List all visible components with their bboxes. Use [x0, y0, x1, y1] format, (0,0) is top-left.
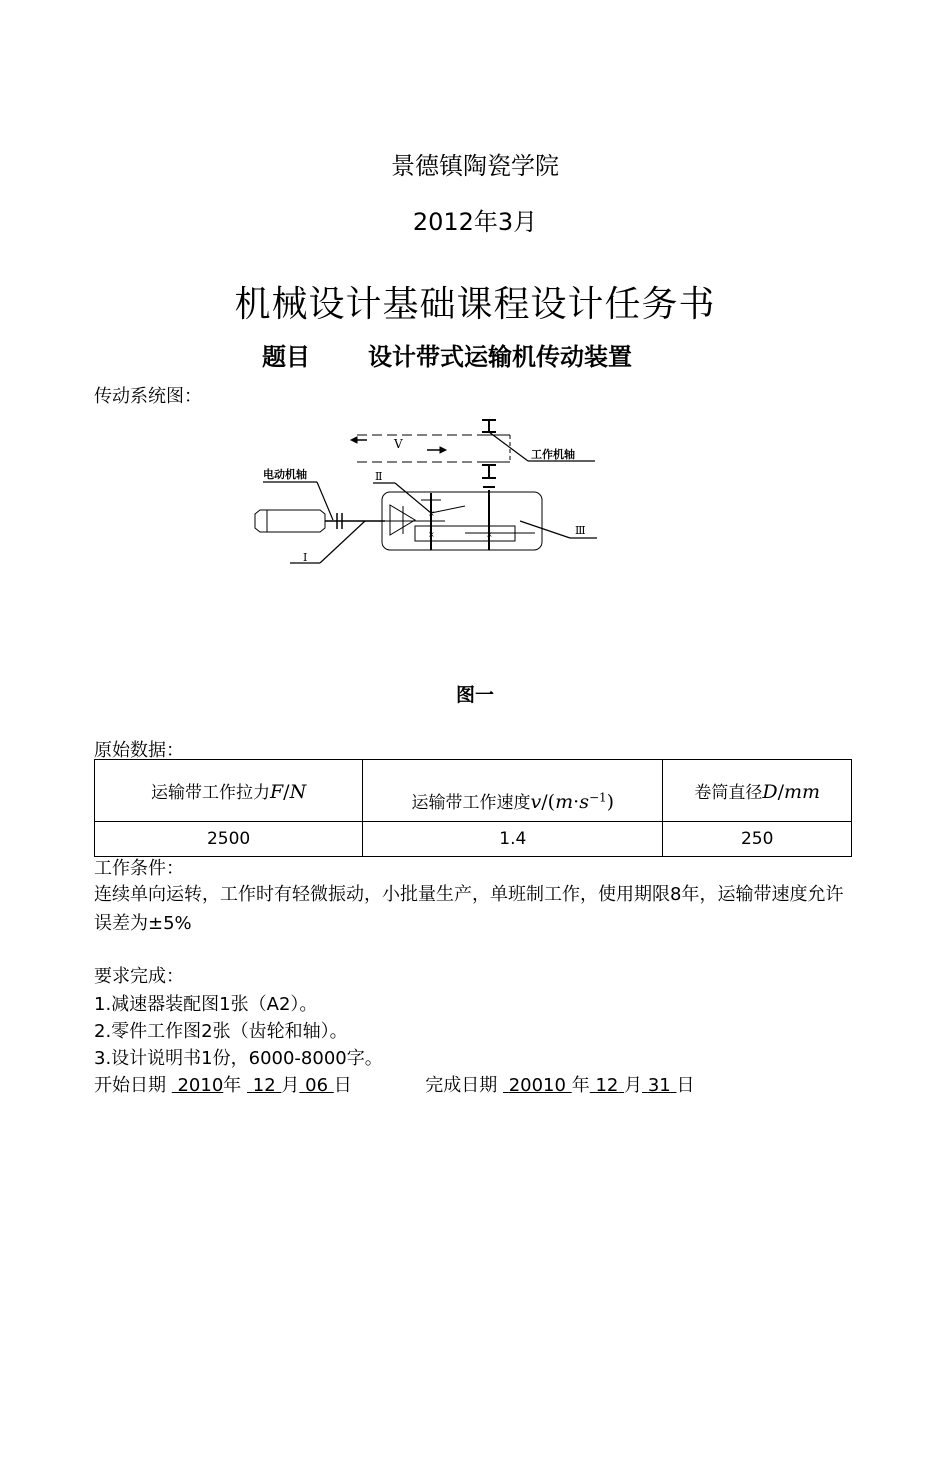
list-item: 2.零件工作图2张（齿轮和轴）。	[94, 1021, 348, 1042]
table-header-cell: 卷筒直径D/mm	[663, 760, 852, 822]
table-cell: 1.4	[363, 822, 663, 857]
motor-shaft-leader	[263, 482, 333, 520]
shaft-iii-label: Ⅲ	[575, 524, 586, 537]
start-date-label: 开始日期	[94, 1075, 166, 1096]
table-header-cell: 运输带工作拉力F/N	[95, 760, 363, 822]
drum-shaft-top	[482, 420, 496, 487]
svg-text:×: ×	[428, 509, 435, 518]
table-header-cell: 运输带工作速度$v/(m\cdot s^{-1})$	[363, 760, 663, 822]
work-shaft-label: 工作机轴	[531, 448, 575, 461]
list-item: 3.设计说明书1份，6000-8000字。	[94, 1048, 383, 1069]
original-data-label: 原始数据：	[94, 740, 184, 761]
list-item: 1.减速器装配图1张（A2）。	[94, 994, 318, 1015]
conditions-text: 连续单向运转，工作时有轻微振动，小批量生产，单班制工作，使用期限8年，运输带速度允许误差为±5%	[94, 884, 844, 934]
requirements-label: 要求完成：	[94, 966, 184, 987]
diagram-label: 传动系统图：	[94, 386, 202, 407]
end-day: 31	[647, 1075, 671, 1096]
gearbox	[382, 490, 542, 550]
shaft-i-leader	[290, 521, 365, 563]
date-line: 开始日期 2010年 12 月 06 日 完成日期 20010 年 12 月 31 日	[94, 1075, 695, 1096]
school-name: 景德镇陶瓷学院	[391, 152, 559, 180]
start-day: 06	[305, 1075, 329, 1096]
velocity-label: V	[394, 437, 403, 451]
coupling	[325, 513, 385, 529]
shaft-i-label: Ⅰ	[303, 551, 308, 564]
conditions-label: 工作条件：	[94, 858, 184, 879]
motor-shaft-label: 电动机轴	[263, 468, 307, 481]
table-row	[95, 822, 852, 857]
figure-caption: 图一	[455, 684, 494, 706]
table-header-row	[95, 760, 852, 822]
subject-label: 题目	[262, 343, 310, 371]
conveyor-belt	[351, 435, 510, 462]
start-year: 2010	[177, 1075, 224, 1096]
subject-line	[262, 337, 632, 372]
document-date: 2012年3月	[412, 208, 538, 236]
end-date-label: 完成日期	[425, 1075, 498, 1096]
table-cell: 250	[663, 822, 852, 857]
end-year: 20010	[508, 1075, 566, 1096]
motor	[255, 510, 325, 532]
start-month: 12	[252, 1075, 276, 1096]
page-title: 机械设计基础课程设计任务书	[234, 284, 716, 325]
table-cell: 2500	[95, 822, 363, 857]
transmission-diagram	[245, 410, 615, 570]
svg-text:×: ×	[428, 530, 435, 539]
subject-text: 设计带式运输机传动装置	[368, 343, 632, 371]
svg-text:×: ×	[486, 530, 493, 539]
shaft-ii-label: Ⅱ	[375, 470, 383, 483]
end-month: 12	[595, 1075, 619, 1096]
original-data-table	[94, 759, 852, 857]
